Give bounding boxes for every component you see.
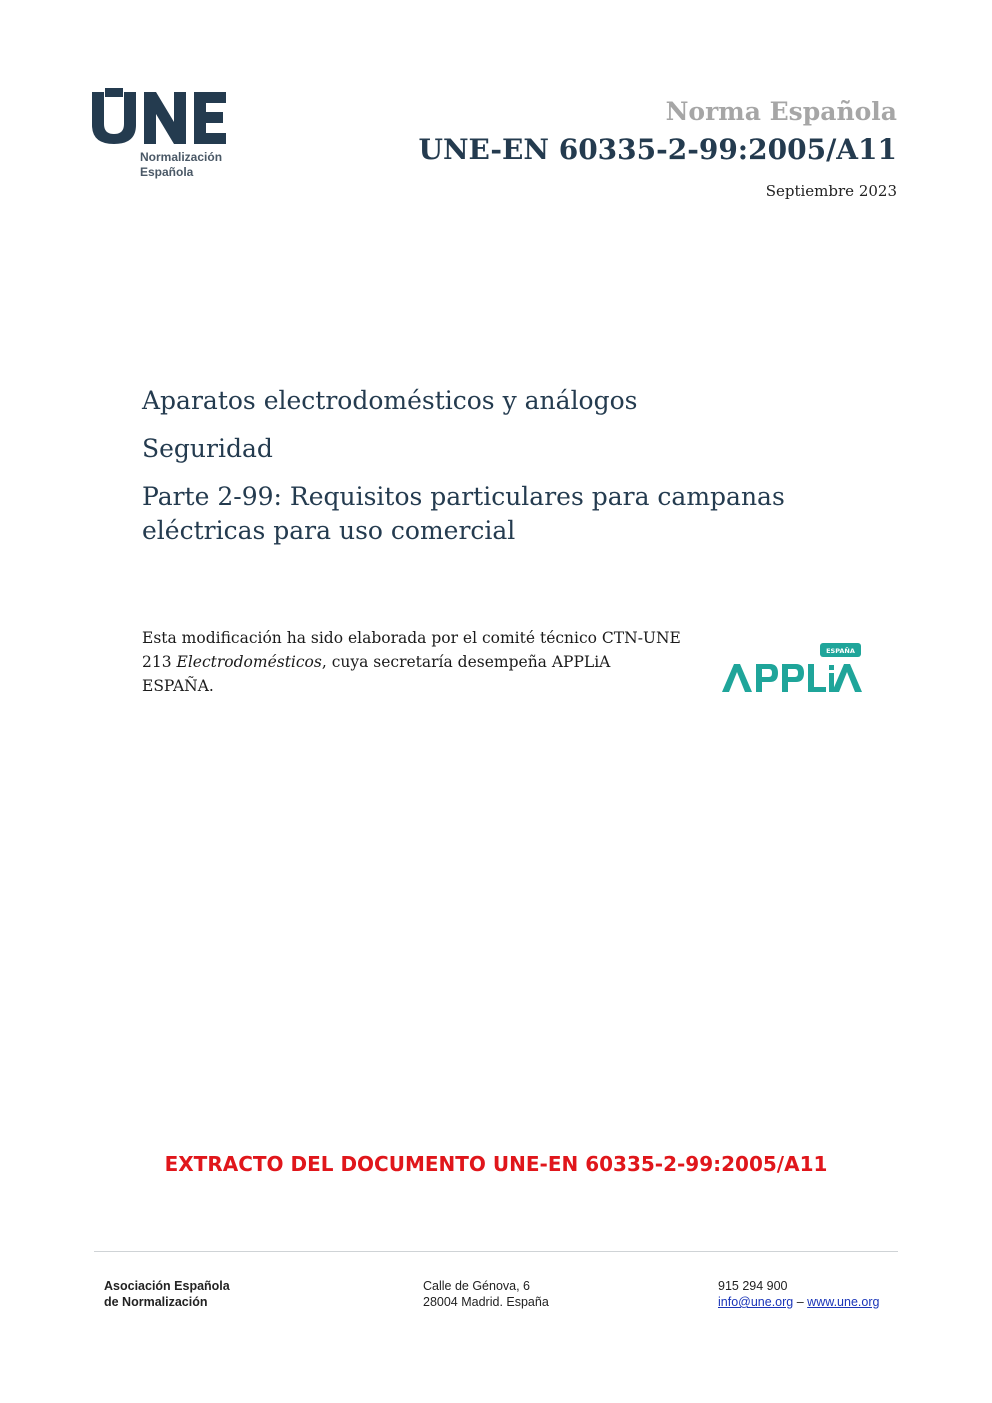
- contact-separator: –: [796, 1295, 804, 1309]
- standard-code: UNE-EN 60335-2-99:2005/A11: [418, 133, 897, 166]
- website-link[interactable]: www.une.org: [807, 1295, 880, 1309]
- extract-notice: EXTRACTO DEL DOCUMENTO UNE-EN 60335-2-99:2005/A11: [164, 1152, 828, 1176]
- title-line-2: Seguridad: [142, 434, 273, 463]
- footer-organization: [104, 1278, 230, 1310]
- logo-subtitle-line2: Española: [140, 165, 194, 179]
- footer-contact: [718, 1278, 879, 1310]
- email-link[interactable]: info@une.org: [718, 1295, 794, 1309]
- committee-text-after: , cuya secretaría desempeña APPLiA ESPAÑA.: [142, 653, 611, 695]
- applia-wordmark: [720, 643, 865, 698]
- footer-divider: [94, 1251, 898, 1252]
- norma-label: Norma Española: [665, 97, 897, 126]
- committee-name: Electrodomésticos: [176, 653, 322, 671]
- svg-text:ESPAÑA: ESPAÑA: [826, 647, 855, 655]
- address-line-1: Calle de Génova, 6: [423, 1279, 531, 1293]
- org-line-2: de Normalización: [104, 1295, 208, 1309]
- org-line-1: Asociación Española: [104, 1279, 230, 1293]
- title-line-3: Parte 2-99: Requisitos particulares para campanas eléctricas para uso comercial: [142, 482, 785, 545]
- committee-text-before: Esta modificación ha sido elaborada por el comité técnico CTN-UNE 213: [142, 629, 681, 671]
- une-logo: [92, 88, 242, 180]
- publication-date: Septiembre 2023: [765, 182, 897, 200]
- logo-subtitle-line1: Normalización: [140, 150, 223, 164]
- footer-address: [423, 1278, 549, 1310]
- phone-number: 915 294 900: [718, 1279, 788, 1293]
- document-title: [142, 384, 842, 562]
- applia-logo: [720, 643, 865, 698]
- standard-header: [419, 96, 897, 200]
- address-line-2: 28004 Madrid. España: [423, 1295, 549, 1309]
- title-line-1: Aparatos electrodomésticos y análogos: [142, 386, 638, 415]
- une-wordmark: [92, 88, 232, 146]
- committee-statement: [142, 626, 682, 698]
